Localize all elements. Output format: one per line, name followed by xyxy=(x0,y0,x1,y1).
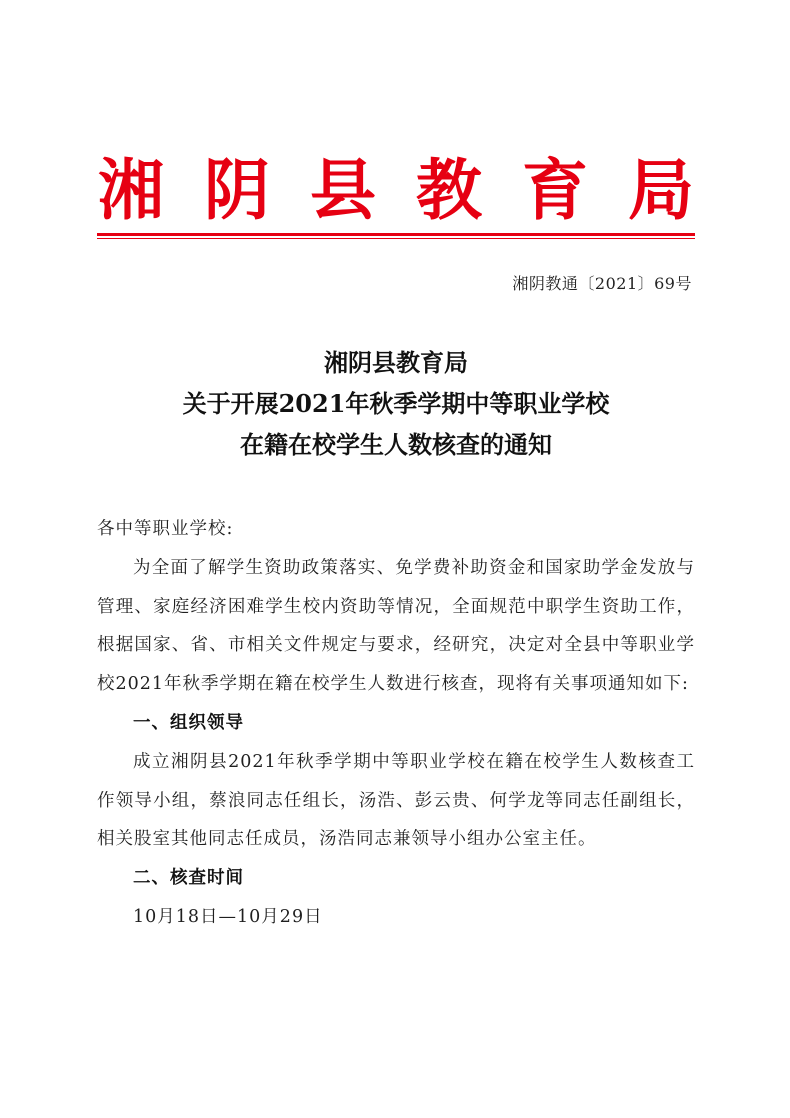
letterhead-char: 教 xyxy=(416,151,482,229)
title-line-1: 湘阴县教育局 xyxy=(324,348,468,377)
document-number: 湘阴教通〔2021〕69号 xyxy=(512,274,692,293)
letterhead-divider-thick xyxy=(97,233,695,236)
letterhead-char: 湘 xyxy=(98,151,164,229)
intro-paragraph: 为全面了解学生资助政策落实、免学费补助资金和国家助学金发放与管理、家庭经济困难学生校内资助等情况，全面规范中职学生资助工作，根据国家、省、市相关文件规定与要求，经研究，决定对全县中等职业学校2021年秋季学期在籍在校学生人数进行核查，现将有关事项通知如下: xyxy=(97,557,695,695)
salutation: 各中等职业学校: xyxy=(97,519,234,539)
letterhead-char: 局 xyxy=(628,151,694,229)
letterhead-title xyxy=(98,150,694,230)
section-1-heading: 一、组织领导 xyxy=(133,712,244,733)
title-line-3: 在籍在校学生人数核查的通知 xyxy=(240,430,552,459)
section-2-heading: 二、核查时间 xyxy=(133,868,244,889)
letterhead-char: 阴 xyxy=(204,151,270,229)
section-2-paragraph: 10月18日—10月29日 xyxy=(133,906,323,927)
title-line-2: 关于开展2021年秋季学期中等职业学校 xyxy=(182,389,610,418)
section-1-paragraph: 成立湘阴县2021年秋季学期中等职业学校在籍在校学生人数核查工作领导小组，蔡浪同志任组长，汤浩、彭云贵、何学龙等同志任副组长，相关股室其他同志任成员，汤浩同志兼领导小组办公室主任。 xyxy=(97,751,695,850)
letterhead-char: 县 xyxy=(310,151,376,229)
letterhead-char: 育 xyxy=(522,151,588,229)
document-title xyxy=(97,342,695,465)
document-body xyxy=(97,510,695,937)
letterhead-divider-thin xyxy=(97,238,695,239)
